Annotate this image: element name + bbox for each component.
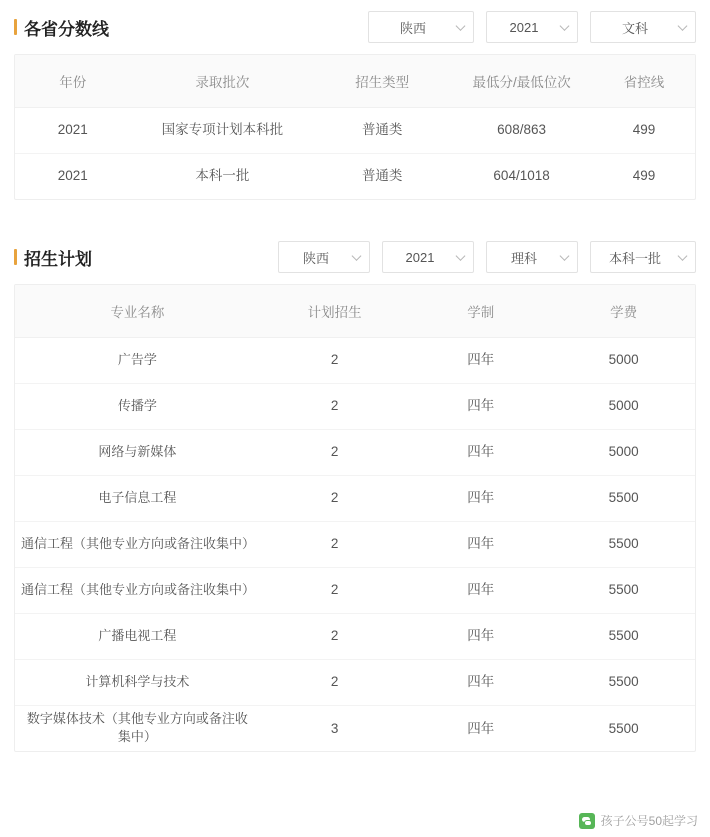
- plan-title-text: 招生计划: [24, 249, 92, 269]
- column-header: 最低分/最低位次: [450, 55, 593, 107]
- cell-plan-count: 2: [260, 613, 410, 659]
- table-row: [15, 383, 695, 429]
- cell-year: 2021: [57, 168, 88, 184]
- plan-subject-select[interactable]: [486, 241, 578, 273]
- cell-plan-count: 2: [260, 521, 410, 567]
- wechat-icon: [579, 813, 595, 829]
- cell-tuition: 5500: [608, 720, 639, 736]
- cell-score-rank: 604/1018: [493, 168, 550, 184]
- cell-tuition: 5500: [552, 659, 695, 705]
- scoreline-table: [15, 55, 695, 199]
- cell-duration: 四年: [409, 429, 552, 475]
- chevron-down-icon: [456, 251, 466, 261]
- scoreline-filters: [368, 11, 696, 43]
- page-title-text: 各省分数线: [24, 19, 109, 39]
- cell-duration: 四年: [409, 475, 552, 521]
- cell-duration: 四年: [409, 613, 552, 659]
- column-header: 学费: [552, 285, 695, 337]
- scoreline-province-select[interactable]: [368, 11, 474, 43]
- cell-plan-count: 2: [260, 475, 410, 521]
- cell-tuition: 5500: [552, 613, 695, 659]
- cell-plan-count: 3: [330, 720, 339, 736]
- plan-title: [14, 245, 92, 270]
- cell-control-line: 499: [593, 107, 695, 153]
- cell-tuition: 5000: [552, 429, 695, 475]
- cell-duration: 四年: [409, 659, 552, 705]
- cell-duration: 四年: [409, 383, 552, 429]
- scoreline-province-value: 陕西: [399, 20, 426, 36]
- table-row: [15, 705, 695, 751]
- table-row: [15, 337, 695, 383]
- table-header-row: [15, 285, 695, 337]
- cell-plan-count: 2: [260, 383, 410, 429]
- chevron-down-icon: [678, 251, 688, 261]
- cell-plan-count: 2: [260, 429, 410, 475]
- scoreline-subject-select[interactable]: [590, 11, 696, 43]
- table-row: [15, 107, 695, 153]
- scoreline-year-value: 2021: [509, 19, 539, 35]
- scoreline-section-header: [0, 0, 710, 54]
- table-row: [15, 521, 695, 567]
- chevron-down-icon: [560, 21, 570, 31]
- watermark: [579, 812, 698, 829]
- table-row: [15, 429, 695, 475]
- plan-province-select[interactable]: [278, 241, 370, 273]
- plan-batch-select[interactable]: [590, 241, 696, 273]
- plan-subject-value: 理科: [510, 250, 537, 266]
- cell-major: 电子信息工程: [15, 475, 260, 521]
- column-header: 省控线: [593, 55, 695, 107]
- plan-province-value: 陕西: [302, 250, 329, 266]
- cell-score-rank: 608/863: [450, 107, 593, 153]
- column-header: 年份: [15, 55, 131, 107]
- title-accent-bar: [14, 249, 17, 265]
- table-row: [15, 153, 695, 199]
- column-header: 录取批次: [131, 55, 315, 107]
- scoreline-subject-value: 文科: [621, 20, 648, 36]
- scoreline-table-card: [14, 54, 696, 200]
- plan-year-value: 2021: [405, 249, 435, 265]
- plan-batch-value: 本科一批: [608, 250, 661, 266]
- cell-plan-count: 2: [260, 567, 410, 613]
- cell-major: 广告学: [15, 337, 260, 383]
- scoreline-year-select[interactable]: [486, 11, 578, 43]
- scoreline-title: [14, 15, 109, 40]
- table-header-row: [15, 55, 695, 107]
- column-header: 专业名称: [15, 285, 260, 337]
- cell-duration: 四年: [409, 521, 552, 567]
- cell-type: 普通类: [314, 107, 450, 153]
- watermark-text: 孩子公号50起学习: [600, 814, 698, 828]
- chevron-down-icon: [678, 21, 688, 31]
- table-row: [15, 475, 695, 521]
- cell-type: 普通类: [361, 168, 403, 184]
- cell-batch: 本科一批: [195, 168, 250, 184]
- plan-year-select[interactable]: [382, 241, 474, 273]
- cell-major: 网络与新媒体: [15, 429, 260, 475]
- table-row: [15, 659, 695, 705]
- cell-plan-count: 2: [260, 337, 410, 383]
- cell-duration: 四年: [409, 567, 552, 613]
- plan-table-card: [14, 284, 696, 752]
- cell-major: 广播电视工程: [15, 613, 260, 659]
- cell-major: 数字媒体技术（其他专业方向或备注收集中）: [26, 710, 248, 745]
- cell-tuition: 5500: [552, 521, 695, 567]
- title-accent-bar: [14, 19, 17, 35]
- chevron-down-icon: [456, 21, 466, 31]
- cell-major: 计算机科学与技术: [15, 659, 260, 705]
- cell-tuition: 5000: [552, 383, 695, 429]
- cell-batch: 国家专项计划本科批: [131, 107, 315, 153]
- cell-duration: 四年: [409, 337, 552, 383]
- column-header: 学制: [409, 285, 552, 337]
- cell-tuition: 5500: [552, 475, 695, 521]
- cell-plan-count: 2: [260, 659, 410, 705]
- table-row: [15, 567, 695, 613]
- chevron-down-icon: [560, 251, 570, 261]
- section-spacer: [0, 200, 710, 230]
- cell-tuition: 5500: [552, 567, 695, 613]
- plan-section-header: [0, 230, 710, 284]
- cell-tuition: 5000: [552, 337, 695, 383]
- column-header: 招生类型: [314, 55, 450, 107]
- plan-filters: [278, 241, 696, 273]
- table-row: [15, 613, 695, 659]
- cell-major: 通信工程（其他专业方向或备注收集中）: [15, 521, 260, 567]
- chevron-down-icon: [352, 251, 362, 261]
- cell-major: 传播学: [15, 383, 260, 429]
- cell-control-line: 499: [632, 168, 656, 184]
- cell-major: 通信工程（其他专业方向或备注收集中）: [15, 567, 260, 613]
- plan-table: [15, 285, 695, 751]
- column-header: 计划招生: [260, 285, 410, 337]
- cell-duration: 四年: [467, 720, 495, 736]
- cell-year: 2021: [15, 107, 131, 153]
